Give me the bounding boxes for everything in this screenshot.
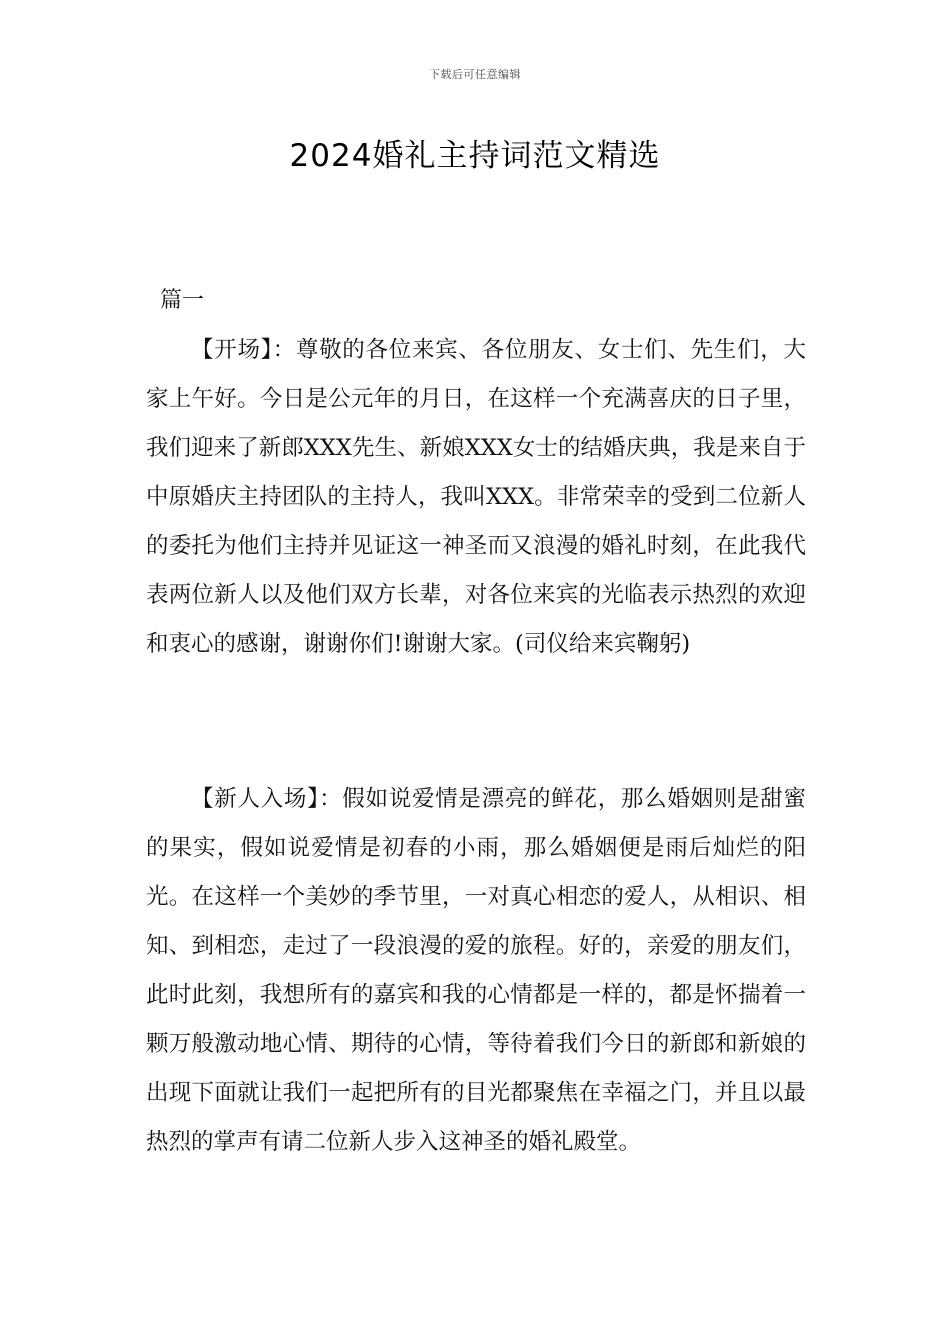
header-note: 下载后可任意编辑 [429,68,521,81]
paragraph-entrance [146,775,806,1167]
paragraph-text-entrance: 假如说爱情是漂亮的鲜花，那么婚姻则是甜蜜的果实，假如说爱情是初春的小雨，那么婚姻便是雨后灿烂的阳光。在这样一个美妙的季节里，一对真心相恋的爱人，从相识、相知、到相恋，走过了一段浪漫的爱的旅程。好的，亲爱的朋友们，此时此刻，我想所有的嘉宾和我的心情都是一样的，都是怀揣着一颗万般激动地心情、期待的心情，等待着我们今日的新郎和新娘的出现下面就让我们一起把所有的目光都聚焦在幸福之门，并且以最热烈的掌声有请二位新人步入这神圣的婚礼殿堂。 [146,786,806,1155]
paragraph-text-opening: 尊敬的各位来宾、各位朋友、女士们、先生们，大家上午好。今日是公元年的月日，在这样一个充满喜庆的日子里，我们迎来了新郎XXX先生、新娘XXX女士的结婚庆典，我是来自于中原婚庆主持团队的主持人，我叫XXX。非常荣幸的受到二位新人的委托为他们主持并见证这一神圣而又浪漫的婚礼时刻，在此我代表两位新人以及他们双方长辈，对各位来宾的光临表示热烈的欢迎和衷心的感谢，谢谢你们!谢谢大家。(司仪给来宾鞠躬) [146,337,806,657]
paragraph-heading-entrance: 【新人入场】： [191,786,343,812]
paragraph-heading-opening: 【开场】： [191,337,296,363]
paragraph-opening [146,326,806,669]
page-title: 2024婚礼主持词范文精选 [289,138,661,174]
section-label: 篇一 [160,288,205,313]
